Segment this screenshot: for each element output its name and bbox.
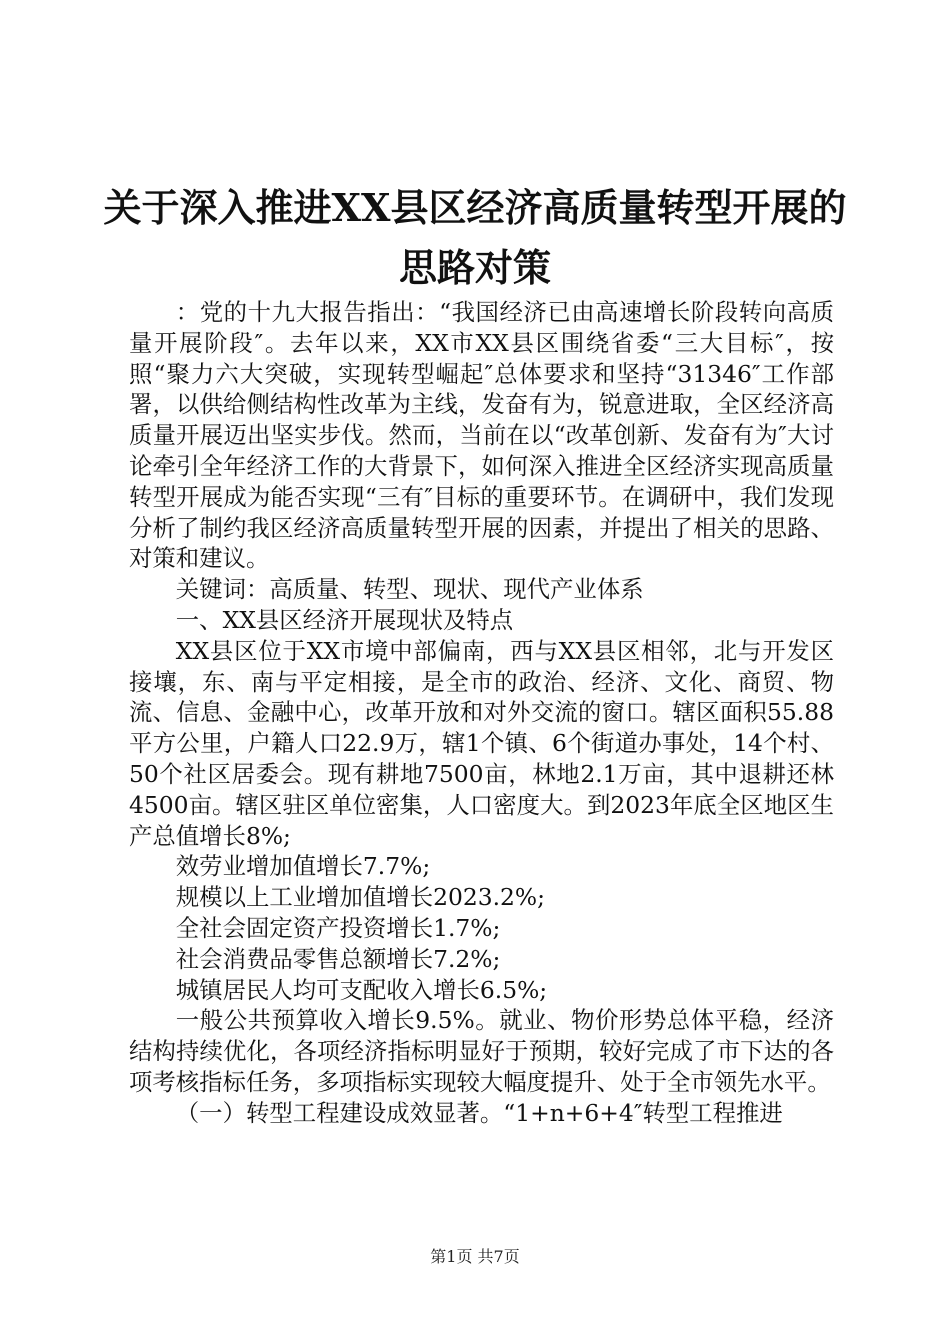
page-number: 第1页 共7页 [430,1247,520,1266]
stat-line: 社会消费品零售总额增长7.2%; [175,944,501,973]
abstract-paragraph: ：党的十九大报告指出：“我国经济已由高速增长阶段转向高质量开展阶段″。去年以来，XX市XX县区围绕省委“三大目标″，按照“聚力六大突破，实现转型崛起″总体要求和坚持“31346″工作部署，以供给侧结构性改革为主线，发奋有为，锐意进取，全区经济高质量开展迈出坚实步伐。然而，当前在以“改革创新、发奋有为″大讨论牵引全年经济工作的大背景下，如何深入推进全区经济实现高质量转型开展成为能否实现“三有″目标的重要环节。在调研中，我们发现分析了制约我区经济高质量转型开展的因素，并提出了相关的思路、对策和建议。 [129,298,834,573]
stat-line: 城镇居民人均可支配收入增长6.5%; [175,975,548,1004]
keywords-paragraph: 关键词：高质量、转型、现状、现代产业体系 [175,575,644,604]
section-heading: 一、XX县区经济开展现状及特点 [175,605,514,634]
document-body [129,297,834,1129]
stat-line: 规模以上工业增加值增长2023.2%; [175,883,546,912]
stat-line: 效劳业增加值增长7.7%; [175,852,431,881]
document-title-line-2: 思路对策 [398,245,551,290]
stat-line: 全社会固定资产投资增长1.7%; [175,913,501,942]
body-paragraph: 一般公共预算收入增长9.5%。就业、物价形势总体平稳，经济结构持续优化，各项经济指标明显好于预期，较好完成了市下达的各项考核指标任务，多项指标实现较大幅度提升、处于全市领先水平。 [129,1006,834,1096]
subsection-paragraph: （一）转型工程建设成效显著。“1+n+6+4″转型工程推进 [175,1098,783,1127]
document-title-line-1: 关于深入推进XX县区经济高质量转型开展的 [103,185,847,230]
body-paragraph: XX县区位于XX市境中部偏南，西与XX县区相邻，北与开发区接壤，东、南与平定相接，是全市的政治、经济、文化、商贸、物流、信息、金融中心，改革开放和对外交流的窗口。辖区面积55.88平方公里，户籍人口22.9万，辖1个镇、6个街道办事处，14个村、50个社区居委会。现有耕地7500亩，林地2.1万亩，其中退耕还林4500亩。辖区驻区单位密集，人口密度大。到2023年底全区地区生产总值增长8%; [129,636,834,850]
